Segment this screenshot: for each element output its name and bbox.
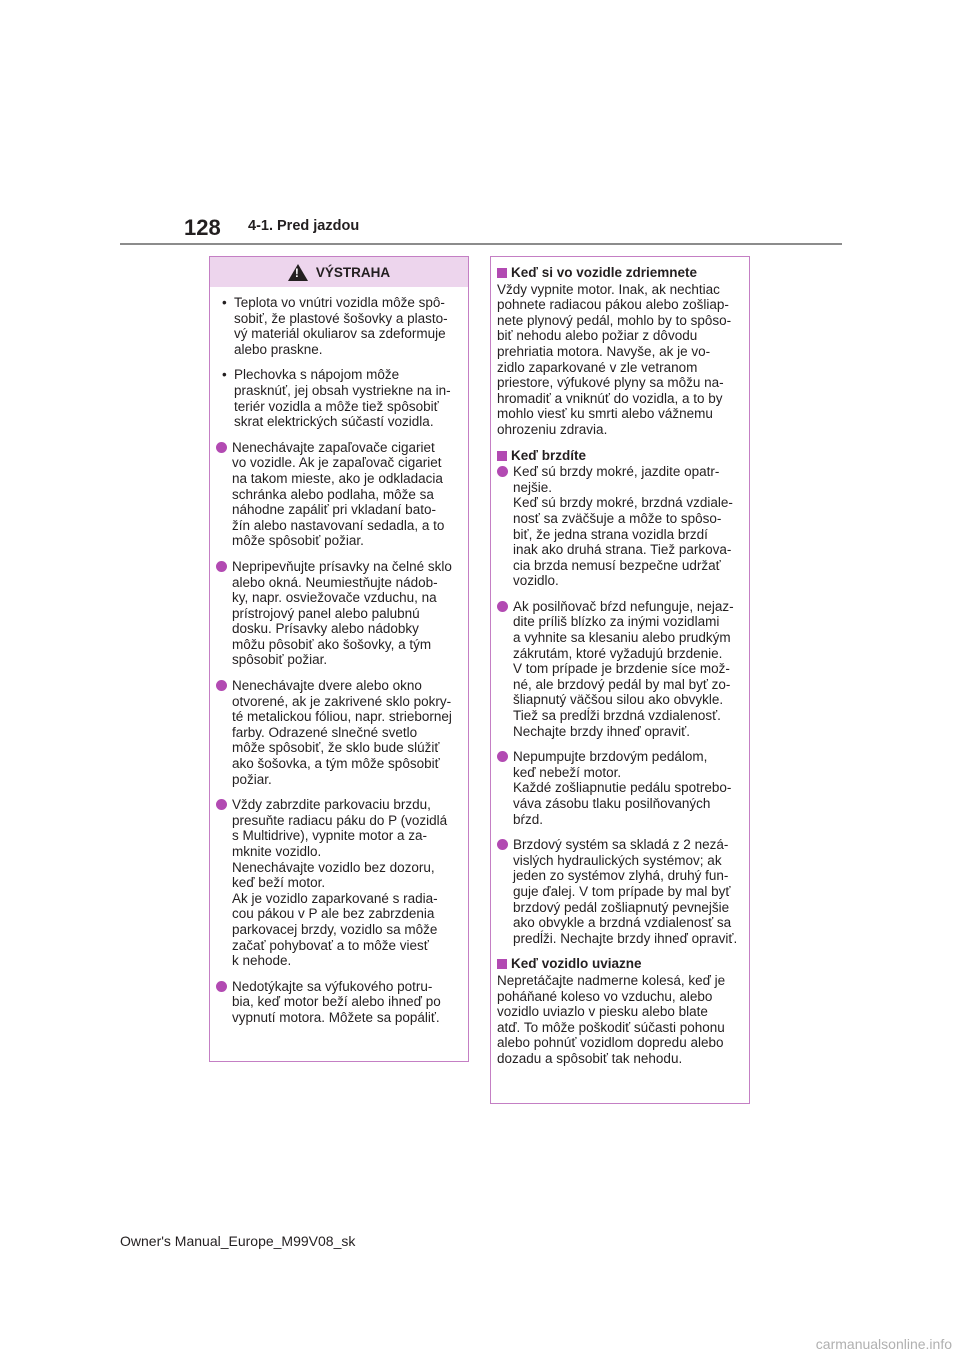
bullet-mark: • <box>222 367 227 383</box>
info-content <box>491 257 749 1067</box>
footer-text: Owner's Manual_Europe_M99V08_sk <box>120 1233 356 1249</box>
section-paragraph: Nepretáčajte nadmerne kolesá, keď je poháňané koleso vo vzduchu, alebo vozidlo uviazlo v piesku alebo blate atď. To môže poškodiť súčasti pohonu alebo pohnúť vozidlom dopredu alebo dozadu a spôsobiť tak nehodu. <box>497 972 726 1066</box>
circle-bullet-icon <box>216 561 227 572</box>
warning-title: VÝSTRAHA <box>315 264 391 280</box>
brake-item: Ak posilňovač bŕzd nefunguje, nejaz- dite príliš blízko za inými vozidlami a vyhnite sa klesaniu alebo prudkým zákrutám, ktoré vyžadujú brzdenie. V tom prípade je brzdenie síce mož- né, ale brzdový pedál by mal byť zo- šliapnutý väčšou silou ako obvykle. Tiež sa predĺži brzdná vzdialenosť. Nechajte brzdy ihneď opraviť. <box>497 599 743 739</box>
brake-item: Nepumpujte brzdovým pedálom, keď nebeží motor. Každé zošliapnutie pedálu spotrebo- váva zásobu tlaku posilňovaných bŕzd. <box>497 749 743 827</box>
circle-bullet-icon <box>216 981 227 992</box>
warning-bullet: • Teplota vo vnútri vozidla môže spô- sobiť, že plastové šošovky a plasto- vý materiál okuliarov sa zdeformuje alebo praskne. <box>216 295 462 357</box>
bullet-mark: • <box>222 295 227 310</box>
warning-bullet: • Plechovka s nápojom môže prasknúť, jej obsah vystriekne na in- teriér vozidla a môže tiež spôsobiť skrat elektrických súčastí vozidla. <box>216 367 462 429</box>
warning-header <box>210 257 468 287</box>
warning-content <box>210 287 468 1026</box>
brake-item: Keď sú brzdy mokré, jazdite opatr- nejšie. Keď sú brzdy mokré, brzdná vzdiale- nosť sa zväčšuje a môže to spôso- biť, že jedna strana vozidla brzdí inak ako druhá strana. Tiež parkova- cia brzda nemusí bezpečne udržať vozidlo. <box>497 464 743 589</box>
page-number: 128 <box>184 215 221 240</box>
section-heading: Keď brzdíte <box>497 448 743 465</box>
warning-item: Nedotýkajte sa výfukového potru- bia, keď motor beží alebo ihneď po vypnutí motora. Môžete sa popáliť. <box>216 979 462 1026</box>
circle-bullet-icon <box>216 680 227 691</box>
section-paragraph: Vždy vypnite motor. Inak, ak nechtiac pohnete radiacou pákou alebo zošliap- nete plynový pedál, mohlo by to spôso- biť nehodu alebo požiar z dôvodu prehriatia motora. Navyše, ak je vo- zidlo zaparkované v zle vetranom priestore, výfukové plyny sa môžu na- hromadiť a vniknúť do vozidla, a to by mohlo viesť ku smrti alebo vážnemu ohrozeniu zdravia. <box>497 281 732 437</box>
warning-box <box>209 256 469 1062</box>
watermark-logo: carmanualsonline.info <box>815 1336 952 1352</box>
circle-bullet-icon <box>497 839 508 850</box>
circle-bullet-icon <box>216 799 227 810</box>
section-heading: Keď vozidlo uviazne <box>497 956 743 973</box>
circle-bullet-icon <box>216 442 227 453</box>
warning-item: Vždy zabrzdite parkovaciu brzdu, presuňte radiacu páku do P (vozidlá s Multidrive), vypnite motor a za- mknite vozidlo. Nenechávajte vozidlo bez dozoru, keď beží motor. Ak je vozidlo zaparkované s radia- cou pákou v P ale bez zabrzdenia parkovacej brzdy, vozidlo sa môže začať pohybovať a to môže viesť k nehode. <box>216 797 462 969</box>
section-title: 4-1. Pred jazdou <box>248 218 360 234</box>
circle-bullet-icon <box>497 751 508 762</box>
square-bullet-icon <box>497 451 507 461</box>
warning-item: Nepripevňujte prísavky na čelné sklo alebo okná. Neumiestňujte nádob- ky, napr. osviežovače vzduchu, na prístrojový panel alebo palubnú dosku. Prísavky alebo nádobky môžu pôsobiť ako šošovky, a tým spôsobiť požiar. <box>216 559 462 668</box>
circle-bullet-icon <box>497 466 508 477</box>
header-divider <box>120 243 842 245</box>
brake-item: Brzdový systém sa skladá z 2 nezá- vislých hydraulických systémov; ak jeden zo systémov zlyhá, druhý fun- guje ďalej. V tom prípade by mal byť brzdový pedál zošliapnutý pevnejšie ako obvykle a brzdná vzdialenosť sa predĺži. Nechajte brzdy ihneď opraviť. <box>497 837 743 946</box>
warning-item: Nenechávajte zapaľovače cigariet vo vozidle. Ak je zapaľovač cigariet na takom mieste, ako je odkladacia schránka alebo podlaha, môže sa náhodne zapáliť pri vkladaní bato- žín alebo nastavovaní sedadla, a to môže spôsobiť požiar. <box>216 440 462 549</box>
warning-item: Nenechávajte dvere alebo okno otvorené, ak je zakrivené sklo pokry- té metalickou fóliou, napr. striebornej farby. Odrazené slnečné svetlo môže spôsobiť, že sklo bude slúžiť ako šošovka, a tým môže spôsobiť požiar. <box>216 678 462 787</box>
info-box <box>490 256 750 1104</box>
square-bullet-icon <box>497 268 507 278</box>
circle-bullet-icon <box>497 601 508 612</box>
square-bullet-icon <box>497 959 507 969</box>
warning-triangle-icon <box>288 264 308 281</box>
section-heading: Keď si vo vozidle zdriemnete <box>497 265 743 282</box>
